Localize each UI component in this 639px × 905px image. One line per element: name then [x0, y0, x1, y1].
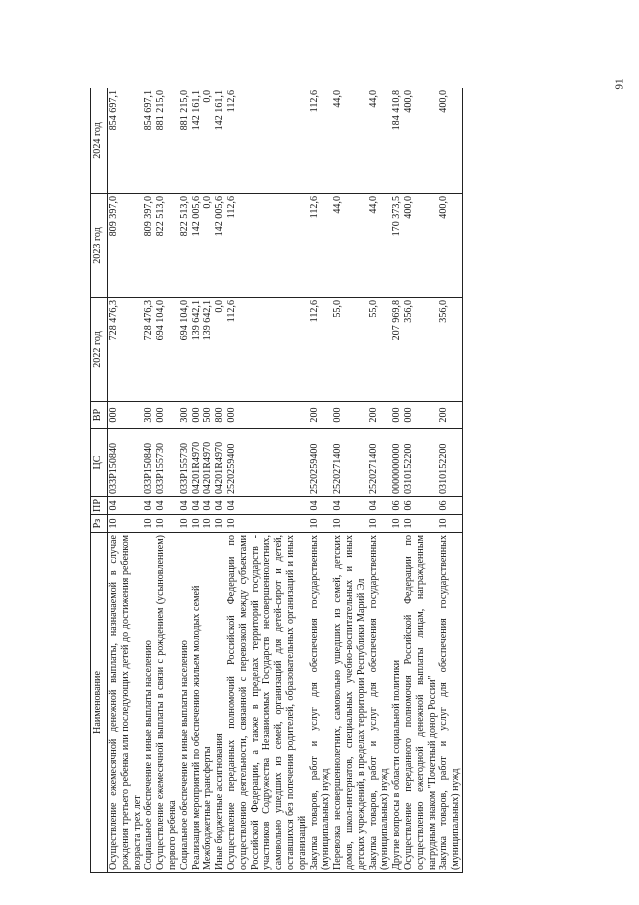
table-header-row	[91, 88, 108, 873]
row-rz: 10	[309, 515, 333, 533]
row-pr: 04	[214, 497, 226, 515]
row-2023: 400,0	[403, 194, 438, 298]
row-rz: 10	[368, 515, 392, 533]
page-number: 91	[613, 78, 626, 90]
row-name: Перевозка несовершеннолетних, самовольно ушедших из семей, детских домов, школ-интернатов, специальных учебно-воспитательных и иных детских учреждений, в пределах территории Республики Марий Эл	[332, 533, 367, 873]
row-vr: 000	[403, 402, 438, 429]
header-2022: 2022 год	[91, 298, 108, 402]
table-row	[403, 88, 438, 873]
row-2024: 142 161,1	[191, 88, 203, 194]
row-2023: 142 005,6	[191, 194, 203, 298]
header-2024: 2024 год	[91, 88, 108, 194]
table-row	[438, 88, 462, 873]
row-2024: 44,0	[332, 88, 367, 194]
row-cs: 04201R4970	[214, 429, 226, 497]
row-2022: 728 476,3	[143, 298, 155, 402]
row-vr: 200	[368, 402, 392, 429]
row-2022: 694 104,0	[179, 298, 191, 402]
row-2023: 142 005,6	[214, 194, 226, 298]
row-cs: 04201R4970	[191, 429, 203, 497]
table-row	[191, 88, 203, 873]
row-name: Осуществление ежемесячной выплаты в связи с рождением (усыновлением) первого ребенка	[155, 533, 179, 873]
row-2024: 854 697,1	[108, 88, 144, 194]
row-cs: 0310152200	[403, 429, 438, 497]
row-2022: 356,0	[403, 298, 438, 402]
row-2023: 0,0	[202, 194, 214, 298]
row-pr: 04	[226, 497, 309, 515]
row-pr: 04	[202, 497, 214, 515]
row-2023: 44,0	[368, 194, 392, 298]
row-cs: 033P155730	[155, 429, 179, 497]
row-cs: 0000000000	[391, 429, 403, 497]
row-cs: 2520271400	[368, 429, 392, 497]
row-name: Закупка товаров, работ и услуг для обеспечения государственных (муниципальных) нужд	[438, 533, 462, 873]
row-pr: 06	[438, 497, 462, 515]
row-2024: 142 161,1	[214, 88, 226, 194]
row-vr: 200	[438, 402, 462, 429]
row-2022: 55,0	[332, 298, 367, 402]
row-2023: 170 373,5	[391, 194, 403, 298]
row-2024: 400,0	[438, 88, 462, 194]
row-vr: 800	[214, 402, 226, 429]
row-2024: 854 697,1	[143, 88, 155, 194]
row-vr: 500	[202, 402, 214, 429]
row-vr: 200	[309, 402, 333, 429]
row-2023: 822 513,0	[155, 194, 179, 298]
row-2022: 0,0	[214, 298, 226, 402]
row-rz: 10	[438, 515, 462, 533]
row-pr: 04	[368, 497, 392, 515]
row-rz: 10	[143, 515, 155, 533]
header-name: Наименование	[91, 533, 108, 873]
table-row	[179, 88, 191, 873]
row-pr: 04	[155, 497, 179, 515]
row-2024: 112,6	[309, 88, 333, 194]
budget-table-rotated	[90, 88, 585, 873]
table-row	[108, 88, 144, 873]
table-row	[368, 88, 392, 873]
row-rz: 10	[108, 515, 144, 533]
budget-table	[90, 88, 463, 873]
row-2024: 184 410,8	[391, 88, 403, 194]
row-2023: 809 397,0	[108, 194, 144, 298]
row-cs: 2520259400	[226, 429, 309, 497]
row-pr: 06	[403, 497, 438, 515]
header-2023: 2023 год	[91, 194, 108, 298]
table-row	[214, 88, 226, 873]
row-pr: 04	[332, 497, 367, 515]
row-cs: 0310152200	[438, 429, 462, 497]
row-cs: 2520259400	[309, 429, 333, 497]
row-pr: 04	[108, 497, 144, 515]
row-name: Закупка товаров, работ и услуг для обеспечения государственных (муниципальных) нужд	[368, 533, 392, 873]
row-2024: 112,6	[226, 88, 309, 194]
row-2022: 139 642,1	[191, 298, 203, 402]
row-2022: 139 642,1	[202, 298, 214, 402]
row-2022: 207 969,8	[391, 298, 403, 402]
row-rz: 10	[191, 515, 203, 533]
row-2023: 400,0	[438, 194, 462, 298]
row-2023: 822 513,0	[179, 194, 191, 298]
row-cs: 033P150840	[143, 429, 155, 497]
row-2024: 881 215,0	[179, 88, 191, 194]
row-vr: 000	[108, 402, 144, 429]
row-2023: 44,0	[332, 194, 367, 298]
row-vr: 000	[155, 402, 179, 429]
row-2024: 881 215,0	[155, 88, 179, 194]
row-rz: 10	[202, 515, 214, 533]
row-rz: 10	[179, 515, 191, 533]
row-rz: 10	[332, 515, 367, 533]
row-2023: 112,6	[309, 194, 333, 298]
row-2022: 55,0	[368, 298, 392, 402]
row-cs: 2520271400	[332, 429, 367, 497]
table-row	[226, 88, 309, 873]
row-name: Социальное обеспечение и иные выплаты населению	[179, 533, 191, 873]
header-vr: ВР	[91, 402, 108, 429]
row-2022: 694 104,0	[155, 298, 179, 402]
row-name: Осуществление переданного полномочия Российской Федерации по осуществлению ежегодной денежной выплаты лицам, награжденным нагрудным знаком "Почетный донор России"	[403, 533, 438, 873]
row-vr: 300	[143, 402, 155, 429]
row-pr: 04	[143, 497, 155, 515]
row-name: Иные бюджетные ассигнования	[214, 533, 226, 873]
row-2023: 112,6	[226, 194, 309, 298]
budget-table-wrapper	[90, 88, 585, 873]
row-2022: 112,6	[309, 298, 333, 402]
row-rz: 10	[155, 515, 179, 533]
row-cs: 033P150840	[108, 429, 144, 497]
row-vr: 000	[391, 402, 403, 429]
row-rz: 10	[391, 515, 403, 533]
row-cs: 033P155730	[179, 429, 191, 497]
row-name: Социальное обеспечение и иные выплаты населению	[143, 533, 155, 873]
row-vr: 000	[191, 402, 203, 429]
row-2023: 809 397,0	[143, 194, 155, 298]
row-pr: 04	[309, 497, 333, 515]
table-row	[143, 88, 155, 873]
row-cs: 04201R4970	[202, 429, 214, 497]
row-name: Осуществление переданных полномочий Российской Федерации по осуществлению деятельности, связанной с перевозкой между субъектами Российской Федерации, а также в пределах территорий государств - участников Содружества Независимых Государств несовершеннолетних, самовольно ушедших из семей, организаций для детей-сирот и детей, оставшихся без попечения родителей, образовательных организаций и иных организаций	[226, 533, 309, 873]
row-name: Осуществление ежемесячной денежной выплаты, назначаемой в случае рождения третьего ребенка или последующих детей до достижения ребенком возраста трех лет	[108, 533, 144, 873]
row-vr: 000	[332, 402, 367, 429]
row-rz: 10	[403, 515, 438, 533]
row-2022: 728 476,3	[108, 298, 144, 402]
table-row	[309, 88, 333, 873]
row-2024: 400,0	[403, 88, 438, 194]
row-name: Другие вопросы в области социальной политики	[391, 533, 403, 873]
table-row	[332, 88, 367, 873]
table-row	[391, 88, 403, 873]
row-name: Межбюджетные трансферты	[202, 533, 214, 873]
row-rz: 10	[226, 515, 309, 533]
row-2022: 112,6	[226, 298, 309, 402]
row-2022: 356,0	[438, 298, 462, 402]
row-pr: 04	[191, 497, 203, 515]
row-pr: 06	[391, 497, 403, 515]
table-row	[202, 88, 214, 873]
row-2024: 44,0	[368, 88, 392, 194]
row-name: Реализация мероприятий по обеспечению жильем молодых семей	[191, 533, 203, 873]
row-vr: 000	[226, 402, 309, 429]
header-rz: Рз	[91, 515, 108, 533]
row-pr: 04	[179, 497, 191, 515]
row-name: Закупка товаров, работ и услуг для обеспечения государственных (муниципальных) нужд	[309, 533, 333, 873]
row-vr: 300	[179, 402, 191, 429]
table-row	[155, 88, 179, 873]
header-pr: ПР	[91, 497, 108, 515]
row-rz: 10	[214, 515, 226, 533]
header-cs: ЦС	[91, 429, 108, 497]
row-2024: 0,0	[202, 88, 214, 194]
